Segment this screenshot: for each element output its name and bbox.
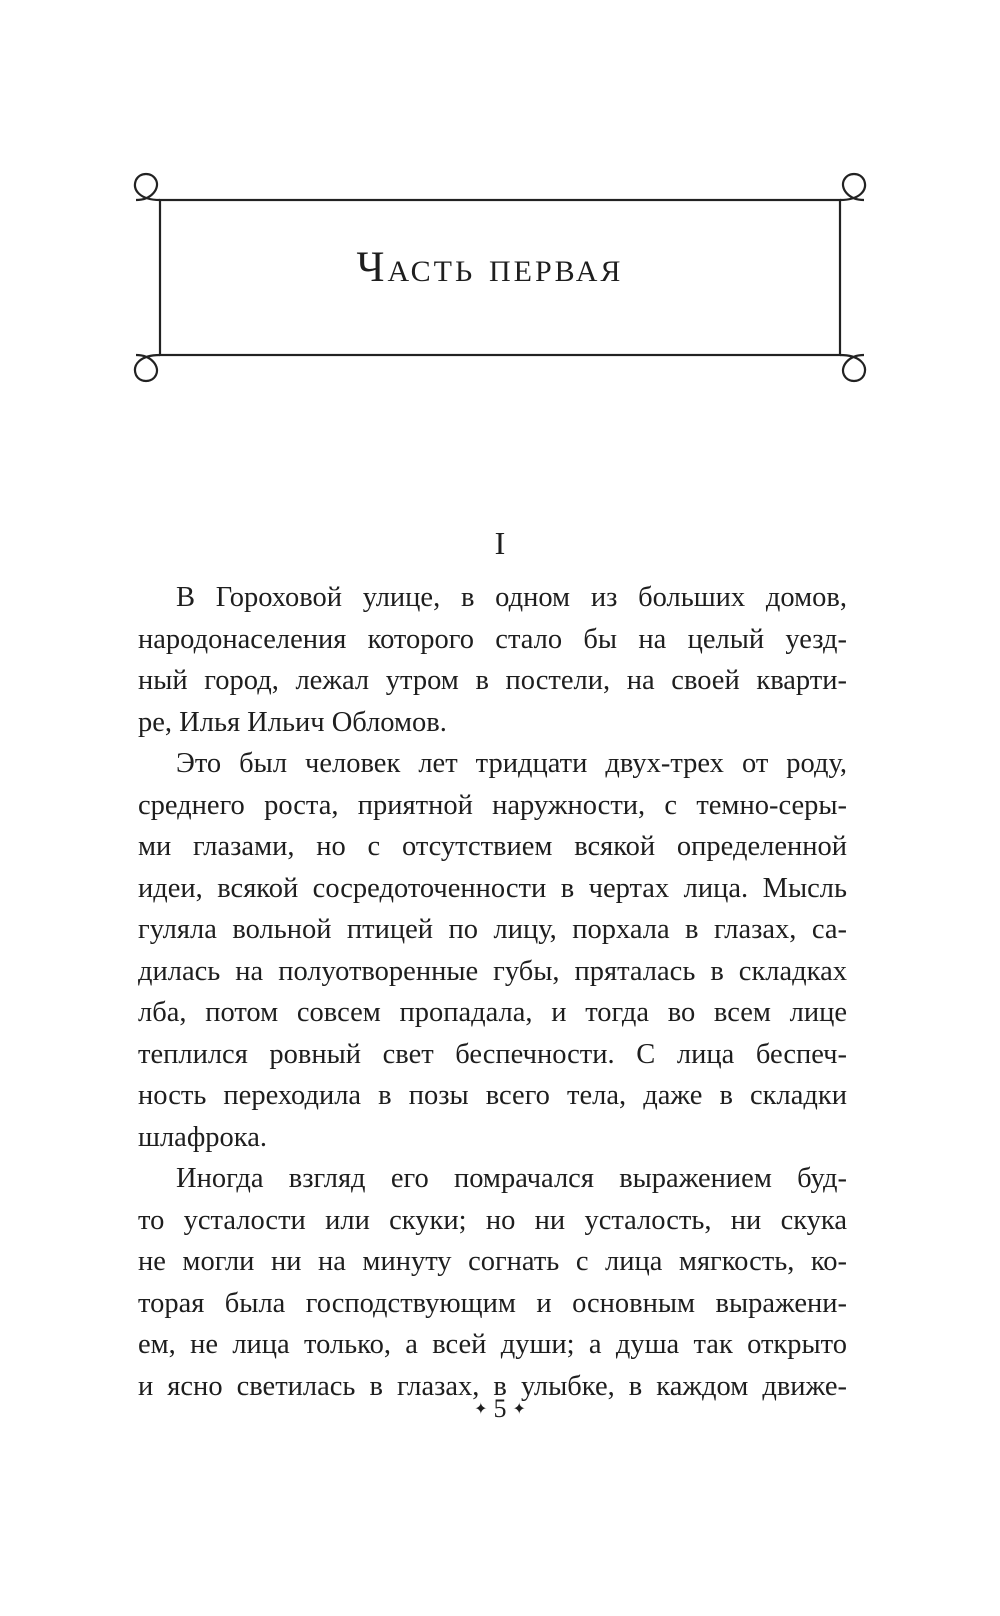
text-line: В Гороховой улице, в одном из больших домов, [176, 582, 847, 613]
folio-ornament-left-icon: ✦ [474, 1401, 488, 1418]
text-line: не могли ни на минуту согнать с лица мягкость, ко- [138, 1246, 847, 1277]
text-line: народонаселения которого стало бы на целый уезд- [138, 623, 847, 655]
folio-ornament-right-icon: ✦ [512, 1401, 526, 1418]
part-title-frame [130, 170, 870, 385]
text-line: идеи, всякой сосредоточенности в чертах лица. Мысль [138, 872, 847, 904]
text-line: ем, не лица только, а всей души; а душа так открыто [138, 1329, 847, 1360]
text-line: и ясно светилась в глазах, в улыбке, в каждом движе- [138, 1370, 847, 1402]
text-line: гуляла вольной птицей по лицу, порхала в глазах, са- [138, 914, 847, 945]
text-line: среднего роста, приятной наружности, с темно-серы- [138, 789, 847, 821]
text-line: ми глазами, но с отсутствием всякой определенной [138, 831, 847, 862]
page-number: 5 [493, 1394, 507, 1423]
chapter-number: I [494, 525, 506, 561]
text-line: теплился ровный свет беспечности. С лица беспеч- [138, 1038, 847, 1070]
page-number-footer [0, 1392, 1000, 1427]
text-line: Это был человек лет тридцати двух-трех от роду, [176, 748, 847, 779]
text-line: дилась на полуотворенные губы, пряталась в складках [138, 955, 847, 987]
text-line: Иногда взгляд его помрачался выражением буд- [176, 1163, 847, 1194]
text-line: ность переходила в позы всего тела, даже в складки [138, 1080, 847, 1111]
body-text [138, 577, 847, 1407]
text-line: шлафрока. [138, 1121, 267, 1153]
text-line: лба, потом совсем пропадала, и тогда во всем лице [138, 997, 847, 1028]
text-line: торая была господствующим и основным выражени- [138, 1287, 847, 1319]
text-line: то усталости или скуки; но ни усталость, ни скука [138, 1204, 847, 1236]
part-title: Часть первая [356, 244, 624, 291]
text-line: ре, Илья Ильич Обломов. [138, 706, 447, 738]
text-line: ный город, лежал утром в постели, на своей кварти- [138, 665, 847, 696]
